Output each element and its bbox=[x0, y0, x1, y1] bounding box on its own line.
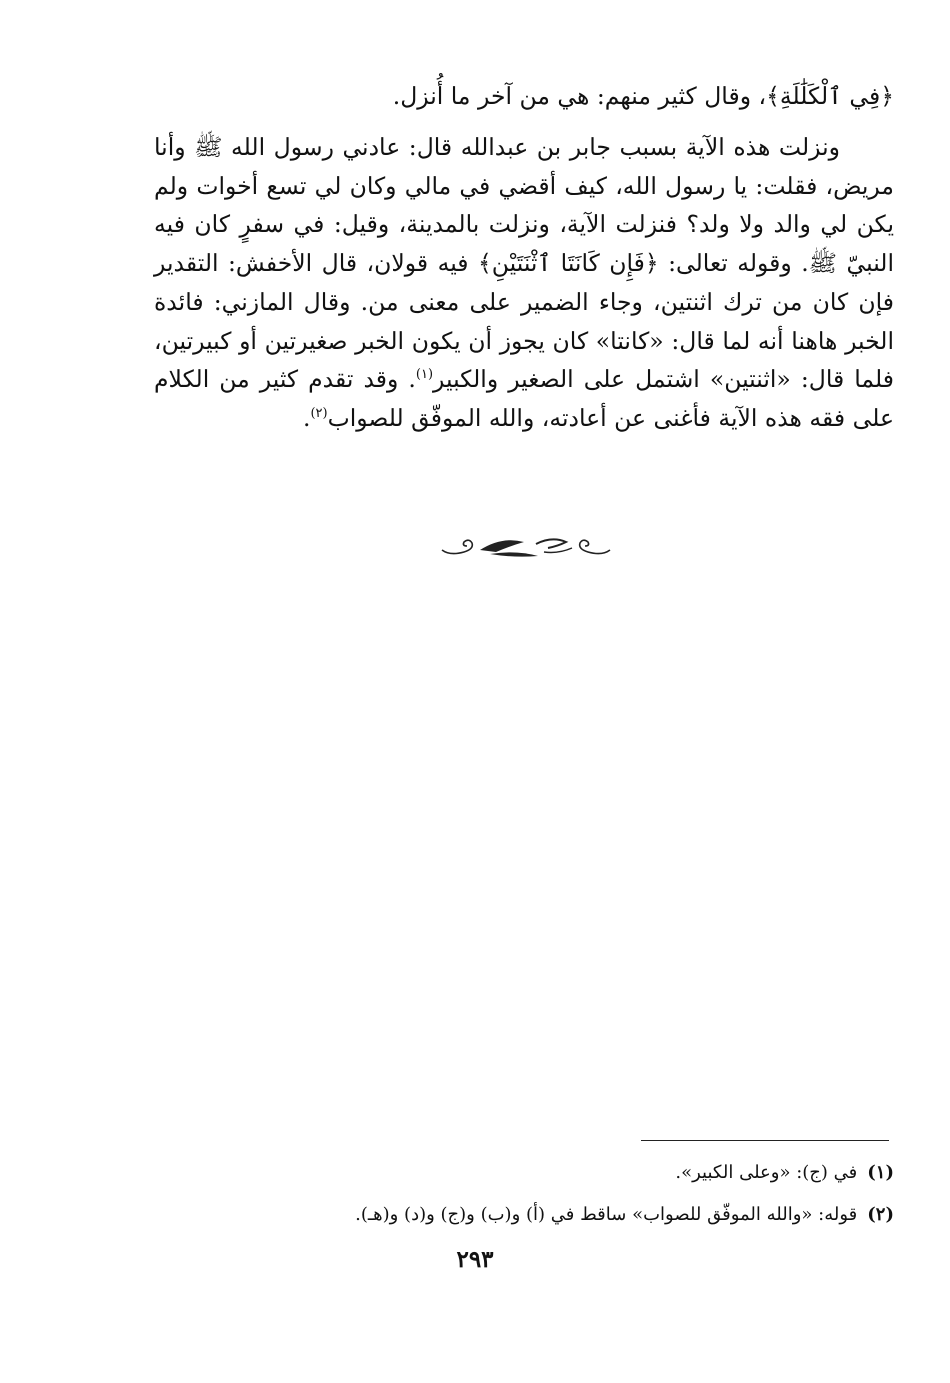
footnote-ref-2[interactable]: (٢) bbox=[310, 406, 328, 422]
footnote-number: (١) bbox=[867, 1162, 894, 1183]
footnote-separator bbox=[641, 1140, 889, 1141]
paragraph-text-c: . وقد تقدم كثير من الكلام على فقه هذه الآية فأغنى عن أعادته، والله الموفّق للصواب bbox=[154, 365, 894, 432]
paragraph-text-d: . bbox=[302, 403, 311, 432]
footnotes bbox=[154, 1152, 894, 1236]
intro-text: ، وقال كثير منهم: هي من آخر ما أُنزل. bbox=[392, 82, 767, 110]
paragraph-text-b: فيه قولان، قال الأخفش: التقدير فإن كان من ترك اثنتين، وجاء الضمير على معنى من. وقال المازني: فائدة الخبر هاهنا أنه لما قال: «كانتا» كان يجوز أن يكون الخبر صغيرتين أو كبيرتين، فلما قال: «اثنتين» اشتمل على الصغير والكبير bbox=[154, 249, 894, 394]
footnote-text: قوله: «والله الموفّق للصواب» ساقط في (أ) و(ب) و(ج) و(د) و(هـ). bbox=[355, 1204, 858, 1225]
footnote-number: (٢) bbox=[867, 1204, 894, 1225]
paragraph-text-a: ونزلت هذه الآية بسبب جابر بن عبدالله قال: عادني رسول الله ﷺ وأنا مريض، فقلت: يا رسول الله، كيف أقضي في مالي وكان لي تسع أخوات ولم يكن لي والد ولا ولد؟ فنزلت الآية، ونزلت بالمدينة، وقيل: في سفرٍ كان فيه النبيّ ﷺ. وقوله تعالى: bbox=[154, 133, 894, 278]
footnote-text: في (ج): «وعلى الكبير». bbox=[675, 1162, 858, 1183]
footnote-ref-1[interactable]: (١) bbox=[415, 367, 434, 383]
quran-quote-kalala: ﴿فِي ٱلْكَلَٰلَةِ﴾ bbox=[766, 82, 894, 110]
page-number: ٢٩٣ bbox=[456, 1246, 494, 1273]
footnote-2 bbox=[154, 1194, 894, 1236]
intro-line bbox=[154, 74, 894, 118]
section-divider-flourish-icon bbox=[440, 530, 612, 564]
quran-quote-kanata: ﴿فَإِن كَانَتَا ٱثْنَتَيْنِ﴾ bbox=[477, 249, 659, 278]
main-paragraph bbox=[154, 128, 894, 438]
footnote-1 bbox=[154, 1152, 894, 1194]
